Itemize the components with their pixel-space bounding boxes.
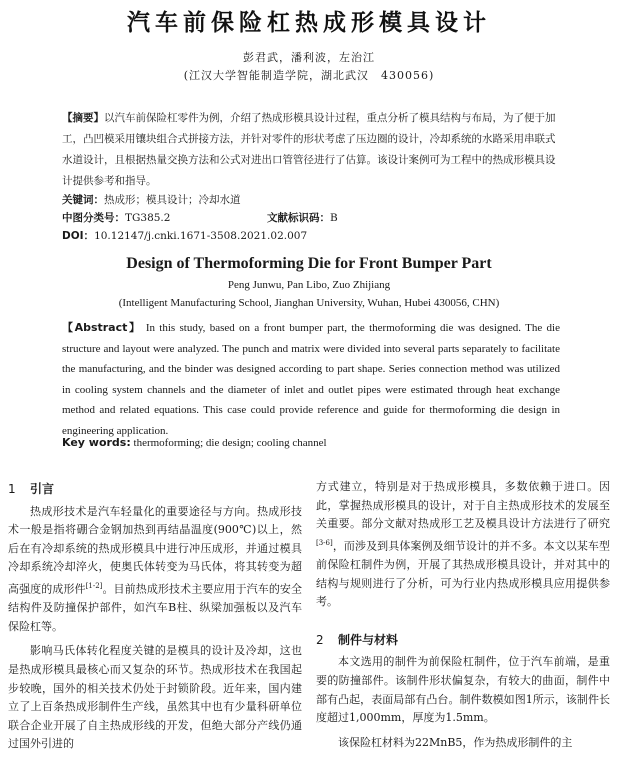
citation: [3-6] xyxy=(316,538,333,547)
authors-en: Peng Junwu, Pan Libo, Zuo Zhijiang xyxy=(227,279,391,291)
abstract-en-text: In this study, based on a front bumper part, the thermoforming die was designed. The die structure and layout were analyzed. The punch and matrix were divided into several parts separately to facilitate the manufacturing, and the binder was designed according to part shape. Series connection method was utilized in cooling system channels and the diameter of inlet and outlet pipes were estimated through heat exchange method and related equations. This case could provide reference and guide for thermoforming die design in engineering application. xyxy=(62,322,560,437)
abstract-cn xyxy=(62,108,562,192)
paragraph-text: 热成形技术是汽车轻量化的重要途径与方向。热成形技术一般是指将硼合金钢加热到再结晶温度(900℃)以上，然后在有冷却系统的热成形模具中进行冲压成形，并通过模具冷却系统冷却淬火，使奥氏体转变为马氏体，将其转变为超高强度的成形件 xyxy=(8,504,302,596)
affiliation-cn: (江汉大学智能制造学院，湖北武汉 430056) xyxy=(183,69,435,82)
paragraph xyxy=(316,653,610,727)
affiliation-en: (Intelligent Manufacturing School, Jianghan University, Wuhan, Hubei 430056, CHN) xyxy=(118,297,500,309)
paragraph-text: 。目前热成形技术主要应用于汽车的安全结构件及防撞保护部件，如汽车B柱、纵梁加强板以及汽车保险杠等。 xyxy=(8,582,303,633)
keywords-cn-text: 热成形；模具设计；冷却水道 xyxy=(104,194,241,206)
paragraph-text: 方式建立，特别是对于热成形模具，多数依赖于进口。因此，掌握热成形模具的设计，对于自主热成形技术的发展至关重要。部分文献对热成形工艺及模具设计方法进行了研究 xyxy=(316,480,610,531)
section-number: 2 xyxy=(316,632,324,647)
abstract-en-label: 【Abstract】 xyxy=(62,321,142,334)
doccode-value: B xyxy=(330,212,338,224)
body-column-left xyxy=(8,478,302,754)
class-label: 中图分类号： xyxy=(62,212,125,224)
abstract-en xyxy=(62,318,560,441)
paragraph-text: ，而涉及到具体案例及细节设计的并不多。本文以某车型前保险杠制件为例，开展了其热成形模具设计，并对其中的结构与规则进行了分析，可为行业内热成形模具应用提供参考。 xyxy=(316,539,610,609)
keywords-en-text: thermoforming; die design; cooling channel xyxy=(130,437,327,449)
paragraph xyxy=(8,642,302,754)
doi-line xyxy=(62,226,562,247)
paragraph xyxy=(316,734,610,753)
class-value: TG385.2 xyxy=(125,212,171,224)
paragraph xyxy=(316,478,610,612)
section-heading-introduction xyxy=(8,480,302,499)
doccode-label: 文献标识码： xyxy=(267,212,330,224)
keywords-en-label: Key words: xyxy=(62,436,131,449)
citation: [1-2] xyxy=(85,581,103,590)
paragraph-text: 影响马氏体转化程度关键的是模具的设计及冷却，这也是热成形模具最核心而又复杂的环节。热成形技术在我国起步较晚，国外的相关技术仍处于封锁阶段。近年来，国内建立了上百条热成形制件生产线，虽然其中也有少量科研单位联合企业开展了自主热成形线的开发，但绝大部分产线仍通过国外引进的 xyxy=(8,644,302,751)
paragraph xyxy=(8,503,302,637)
section-title: 制件与材料 xyxy=(338,632,399,647)
doi-label: DOI： xyxy=(62,230,95,242)
abstract-cn-label: 【摘要】 xyxy=(62,112,104,124)
abstract-cn-text: 以汽车前保险杠零件为例，介绍了热成形模具设计过程，重点分析了模具结构与布局，为了便于加工，凸凹模采用镶块组合式拼接方法，并针对零件的形状考虑了压边圈的设计，冷却系统的水路采用串联式水道设计，且根据热量交换方法和公式对进出口管管径进行了估算。该设计案例可为工程中的热成形模具设计提供参考和指导。 xyxy=(62,112,556,187)
paper-title-en: Design of Thermoforming Die for Front Bumper Part xyxy=(126,255,492,272)
section-title: 引言 xyxy=(30,482,55,496)
keywords-cn-label: 关键词： xyxy=(62,194,104,206)
section-heading-parts-materials xyxy=(316,631,610,650)
paragraph-text: 该保险杠材料为22MnB5，作为热成形制件的主 xyxy=(338,735,573,749)
paragraph-text: 本文选用的制件为前保险杠制件，位于汽车前端，是重要的防撞部件。该制件形状偏复杂，有较大的曲面，制件中部有凸起，表面局部有凸台。制件数模如图1所示，该制件长度超过1,000mm，厚度为1.5mm。 xyxy=(316,655,610,725)
authors-cn: 彭君武，潘利波，左治江 xyxy=(243,51,375,64)
body-column-right xyxy=(316,478,610,752)
section-number: 1 xyxy=(8,482,16,496)
doi-value: 10.12147/j.cnki.1671-3508.2021.02.007 xyxy=(94,230,308,242)
paper-title-cn: 汽车前保险杠热成形模具设计 xyxy=(127,10,491,36)
keywords-en xyxy=(62,436,560,449)
